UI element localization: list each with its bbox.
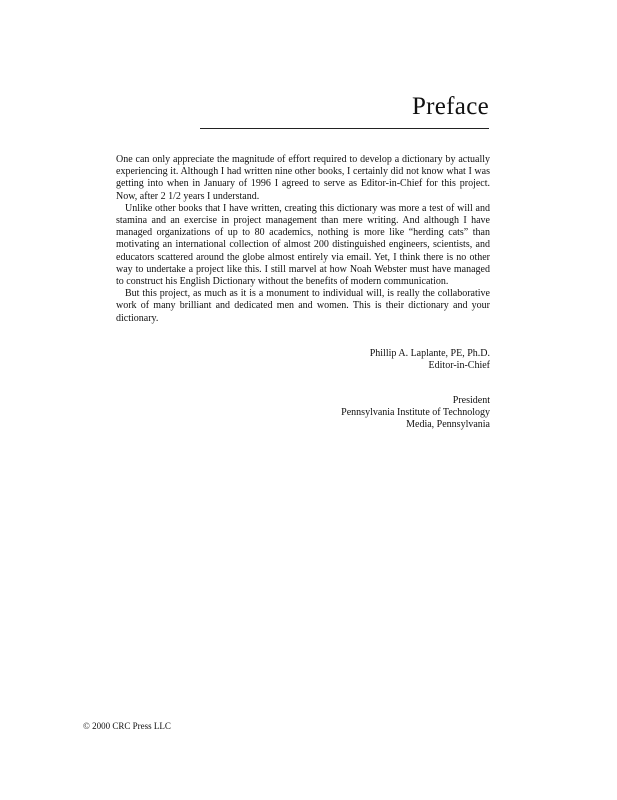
affiliation-block	[341, 395, 490, 432]
author-role: Editor-in-Chief	[428, 360, 490, 372]
page-title: Preface	[411, 93, 489, 120]
title-rule	[200, 128, 489, 129]
paragraph-2: Unlike other books that I have written, creating this dictionary was more a test of will and stamina and an exercise in project management than mere writing. And although I have managed organizations of up to 80 academics, nothing is more like “herding cats” than motivating an international collection of almost 200 distinguished engineers, scientists, and educators scattered around the globe almost entirely via email. Yet, I think there is no other way to undertake a project like this. I still marvel at how Noah Webster must have managed to construct his English Dictionary without the benefits of modern communication.	[116, 202, 490, 288]
signature-block	[370, 348, 490, 372]
paragraph-3: But this project, as much as it is a monument to individual will, is really the collaborative work of many brilliant and dedicated men and women. This is their dictionary and your dictionary.	[116, 288, 490, 324]
preface-body	[116, 154, 490, 325]
author-name: Phillip A. Laplante, PE, Ph.D.	[369, 348, 490, 359]
paragraph-1: One can only appreciate the magnitude of effort required to develop a dictionary by actually experiencing it. Although I had written nine other books, I certainly did not know what I was getting into when in January of 1996 I agreed to serve as Editor-in-Chief for this project. Now, after 2 1/2 years I understand.	[116, 154, 490, 202]
affiliation-institution: Pennsylvania Institute of Technology	[341, 407, 490, 419]
affiliation-position: President	[452, 395, 490, 406]
copyright-notice: © 2000 CRC Press LLC	[83, 721, 171, 731]
affiliation-location: Media, Pennsylvania	[406, 419, 490, 431]
